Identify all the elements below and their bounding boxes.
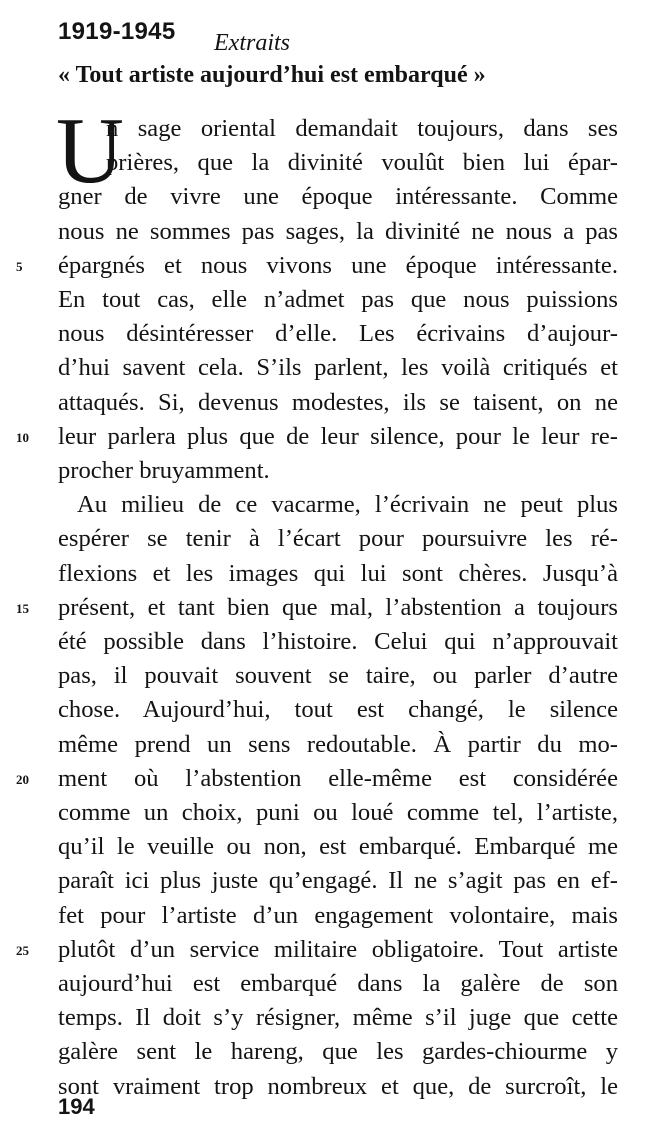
text-line: prières, que la divinité voulût bien lui épar- bbox=[106, 149, 618, 177]
line-number: 15 bbox=[16, 600, 29, 616]
text-line: aujourd’hui est embarqué dans la galère de son bbox=[58, 970, 618, 997]
page-number: 194 bbox=[58, 1094, 95, 1119]
text-line: plutôt d’un service militaire obligatoire. Tout artiste bbox=[58, 935, 618, 963]
line-number: 25 bbox=[16, 942, 29, 958]
text-line: temps. Il doit s’y résigner, même s’il juge que cette bbox=[58, 1004, 618, 1032]
text-line: attaqués. Si, devenus modestes, ils se taisent, on ne bbox=[58, 388, 618, 416]
text-line: n sage oriental demandait toujours, dans ses bbox=[106, 115, 618, 142]
text-line: paraît ici plus juste qu’engagé. Il ne s’agit pas en ef- bbox=[58, 867, 618, 895]
text-line: même prend un sens redoutable. À partir du mo- bbox=[58, 730, 618, 758]
text-line: galère sent le hareng, que les gardes-chiourme y bbox=[58, 1038, 618, 1066]
text-line: espérer se tenir à l’écart pour poursuivre les ré- bbox=[58, 525, 618, 553]
period-heading: 1919-1945 bbox=[58, 18, 176, 45]
text-line: nous désintéresser d’elle. Les écrivains d’aujour- bbox=[58, 320, 618, 348]
line-number: 20 bbox=[16, 771, 29, 787]
text-line: été possible dans l’histoire. Celui qui n’approuvait bbox=[58, 628, 618, 655]
text-line: chose. Aujourd’hui, tout est changé, le silence bbox=[58, 696, 618, 724]
text-line: pas, il pouvait souvent se taire, ou parler d’autre bbox=[58, 662, 618, 690]
line-number: 10 bbox=[16, 429, 29, 445]
section-label: Extraits bbox=[214, 30, 290, 56]
excerpt-title: « Tout artiste aujourd’hui est embarqué » bbox=[58, 62, 486, 88]
text-line: fet pour l’artiste d’un engagement volontaire, mais bbox=[58, 901, 618, 929]
text-line: qu’il le veuille ou non, est embarqué. Embarqué me bbox=[58, 833, 618, 861]
text-line: comme un choix, puni ou loué comme tel, l’artiste, bbox=[58, 799, 618, 826]
text-line: présent, et tant bien que mal, l’abstention a toujours bbox=[58, 593, 618, 621]
text-line: flexions et les images qui lui sont chères. Jusqu’à bbox=[58, 559, 618, 587]
text-line: Au milieu de ce vacarme, l’écrivain ne peut plus bbox=[77, 491, 618, 519]
text-line: épargnés et nous vivons une époque intéressante. bbox=[58, 251, 618, 279]
text-line: d’hui savent cela. S’ils parlent, les voilà critiqués et bbox=[58, 354, 618, 382]
text-line: En tout cas, elle n’admet pas que nous puissions bbox=[58, 286, 618, 313]
text-line: nous ne sommes pas sages, la divinité ne nous a pas bbox=[58, 217, 618, 245]
text-line: gner de vivre une époque intéressante. Comme bbox=[58, 183, 618, 211]
text-line: ment où l’abstention elle-même est considérée bbox=[58, 764, 618, 792]
drop-cap: U bbox=[56, 99, 124, 203]
text-line: leur parlera plus que de leur silence, pour le leur re- bbox=[58, 422, 618, 450]
text-line: sont vraiment trop nombreux et que, de surcroît, le bbox=[58, 1072, 618, 1100]
text-line: procher bruyamment. bbox=[58, 457, 270, 484]
line-number: 5 bbox=[16, 258, 23, 274]
